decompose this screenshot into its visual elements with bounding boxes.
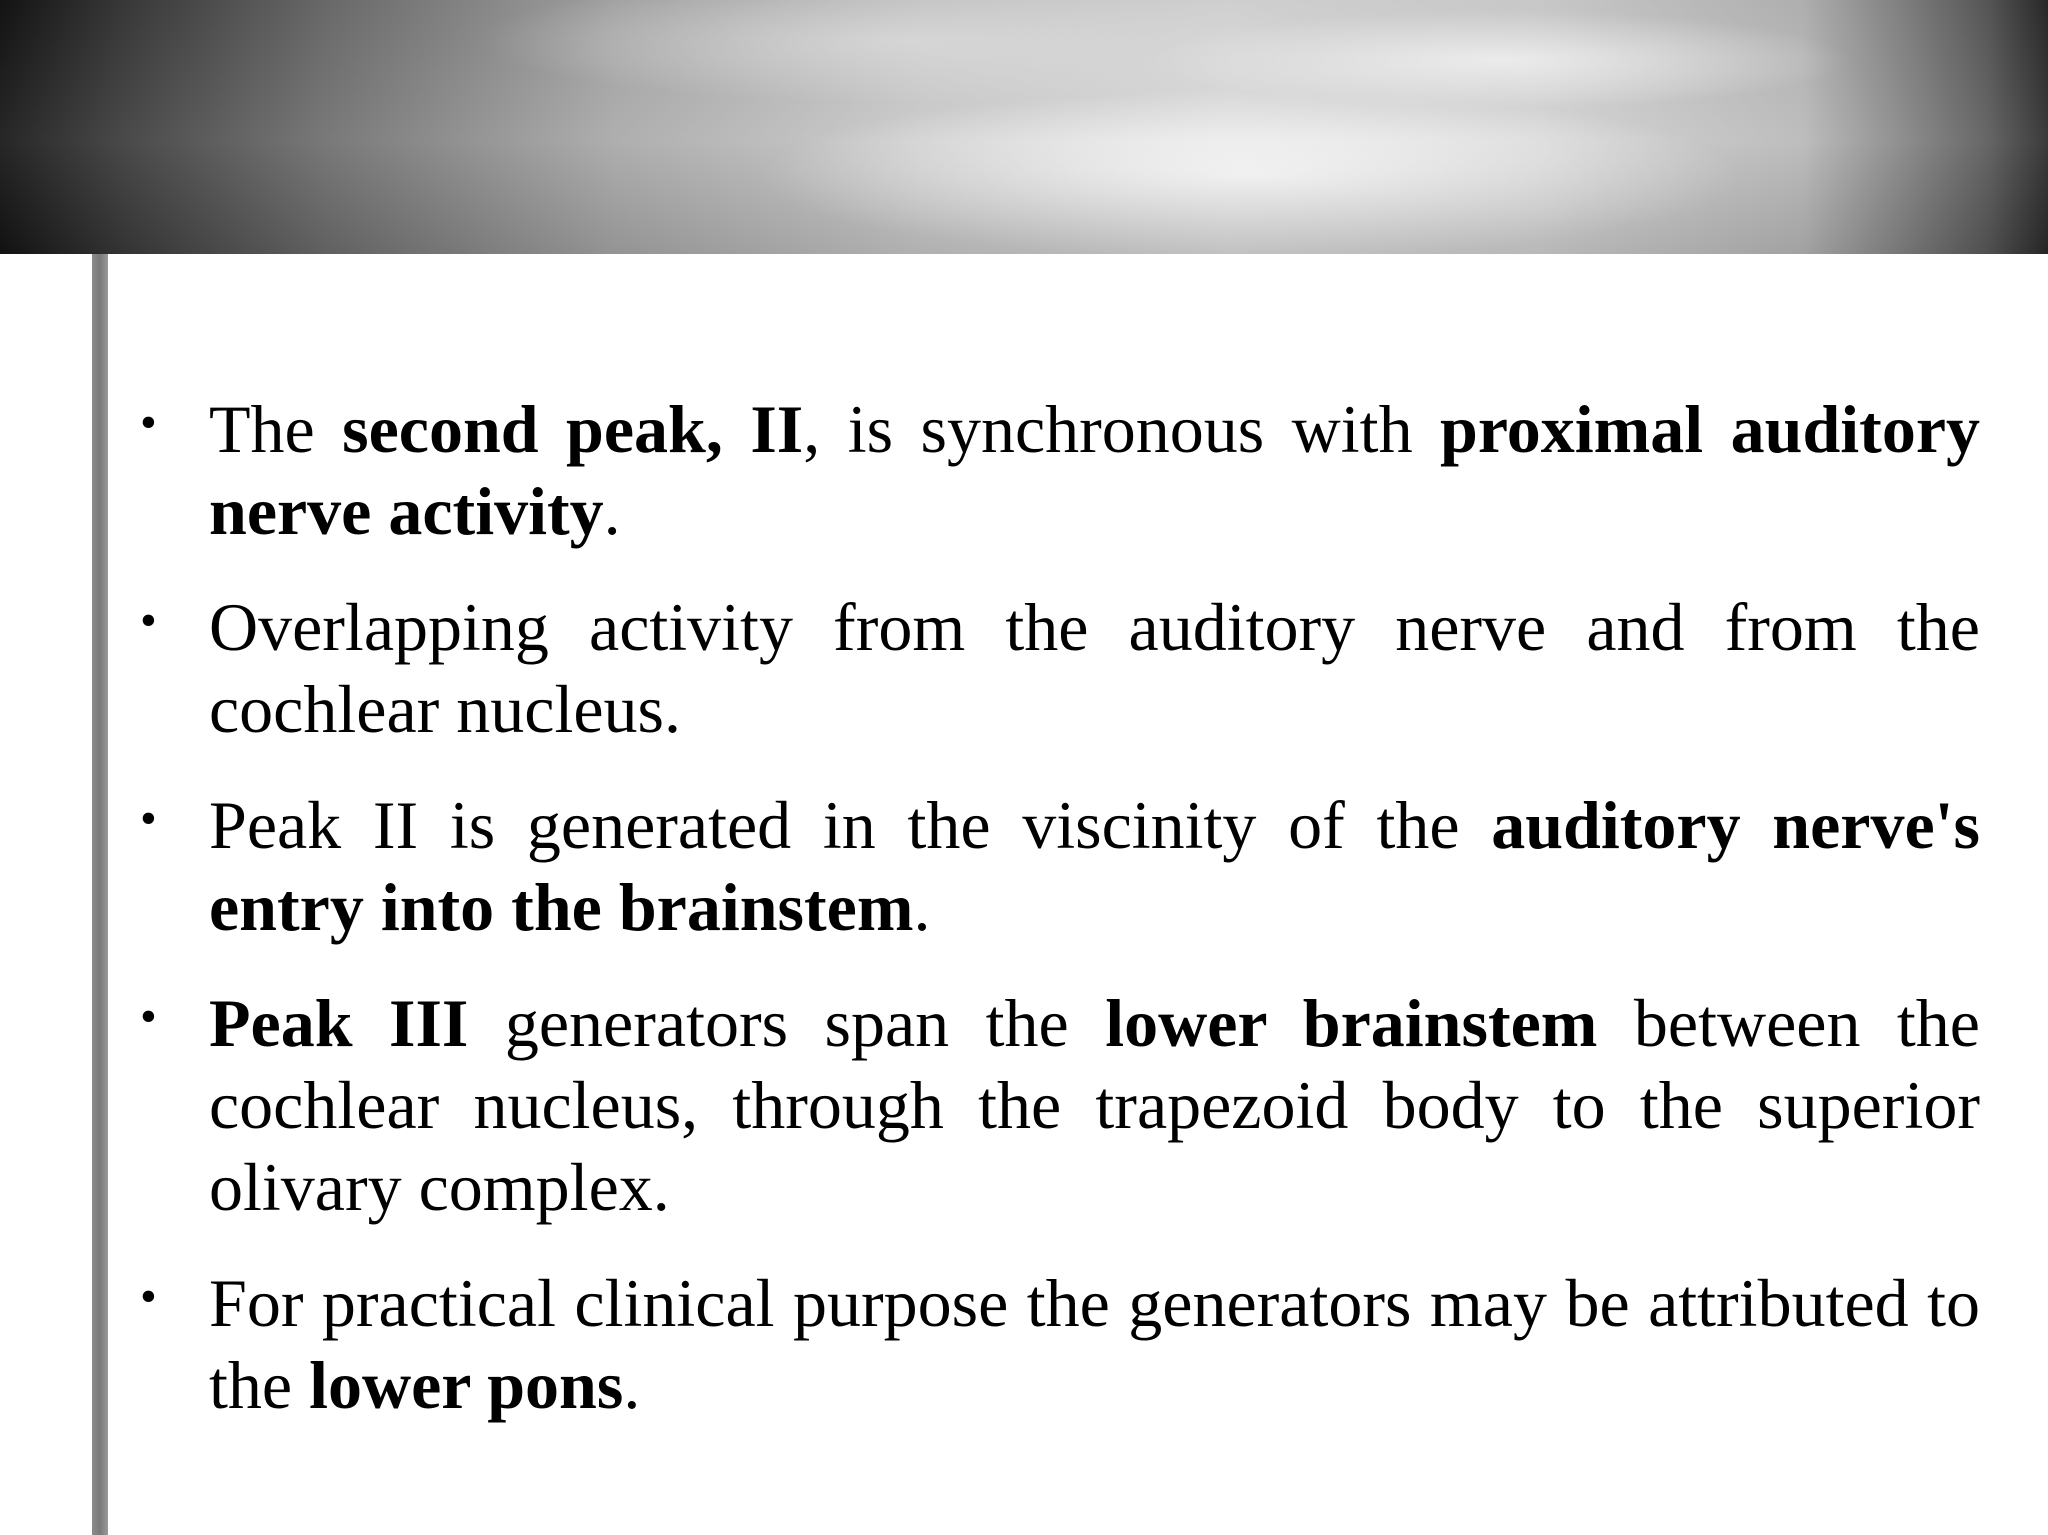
- bullet-item-4: [140, 982, 1980, 1228]
- bullet-list: [140, 388, 1980, 1426]
- bullet-1-text: The: [209, 391, 343, 467]
- bullet-item-2: [140, 586, 1980, 750]
- bullet-5-text: .: [623, 1347, 641, 1423]
- bullet-dot-icon: •: [140, 990, 157, 1043]
- bullet-item-1: [140, 388, 1980, 552]
- bullet-dot-icon: •: [140, 1270, 157, 1323]
- bullet-3-text: .: [913, 869, 931, 945]
- slide-content: [140, 388, 1980, 1460]
- left-accent-bar: [92, 254, 108, 1535]
- bullet-4-text: generators span the: [468, 985, 1106, 1061]
- bullet-3-text: Peak II is generated in the viscinity of the: [209, 787, 1492, 863]
- bullet-5-text: For practical clinical purpose the generators may be attributed to the: [209, 1265, 1980, 1423]
- bullet-dot-icon: •: [140, 594, 157, 647]
- bullet-4-bold: Peak III: [209, 985, 469, 1061]
- header-gradient-band: [0, 0, 2048, 254]
- bullet-2-text: Overlapping activity from the auditory nerve and from the cochlear nucleus.: [209, 589, 1980, 747]
- bullet-4-bold: lower brainstem: [1105, 985, 1598, 1061]
- bullet-dot-icon: •: [140, 792, 157, 845]
- bullet-dot-icon: •: [140, 396, 157, 449]
- bullet-1-bold: second peak, II: [342, 391, 804, 467]
- bullet-5-bold: lower pons: [309, 1347, 624, 1423]
- bullet-4-text: between the cochlear nucleus, through the trapezoid body to the superior olivary complex.: [209, 985, 1980, 1225]
- bullet-item-3: [140, 784, 1980, 948]
- bullet-1-text: , is synchronous with: [803, 391, 1440, 467]
- bullet-1-bold: proximal auditory nerve activity: [209, 391, 1980, 549]
- bullet-item-5: [140, 1262, 1980, 1426]
- bullet-3-bold: auditory nerve's entry into the brainstem: [209, 787, 1981, 945]
- bullet-1-text: .: [603, 473, 621, 549]
